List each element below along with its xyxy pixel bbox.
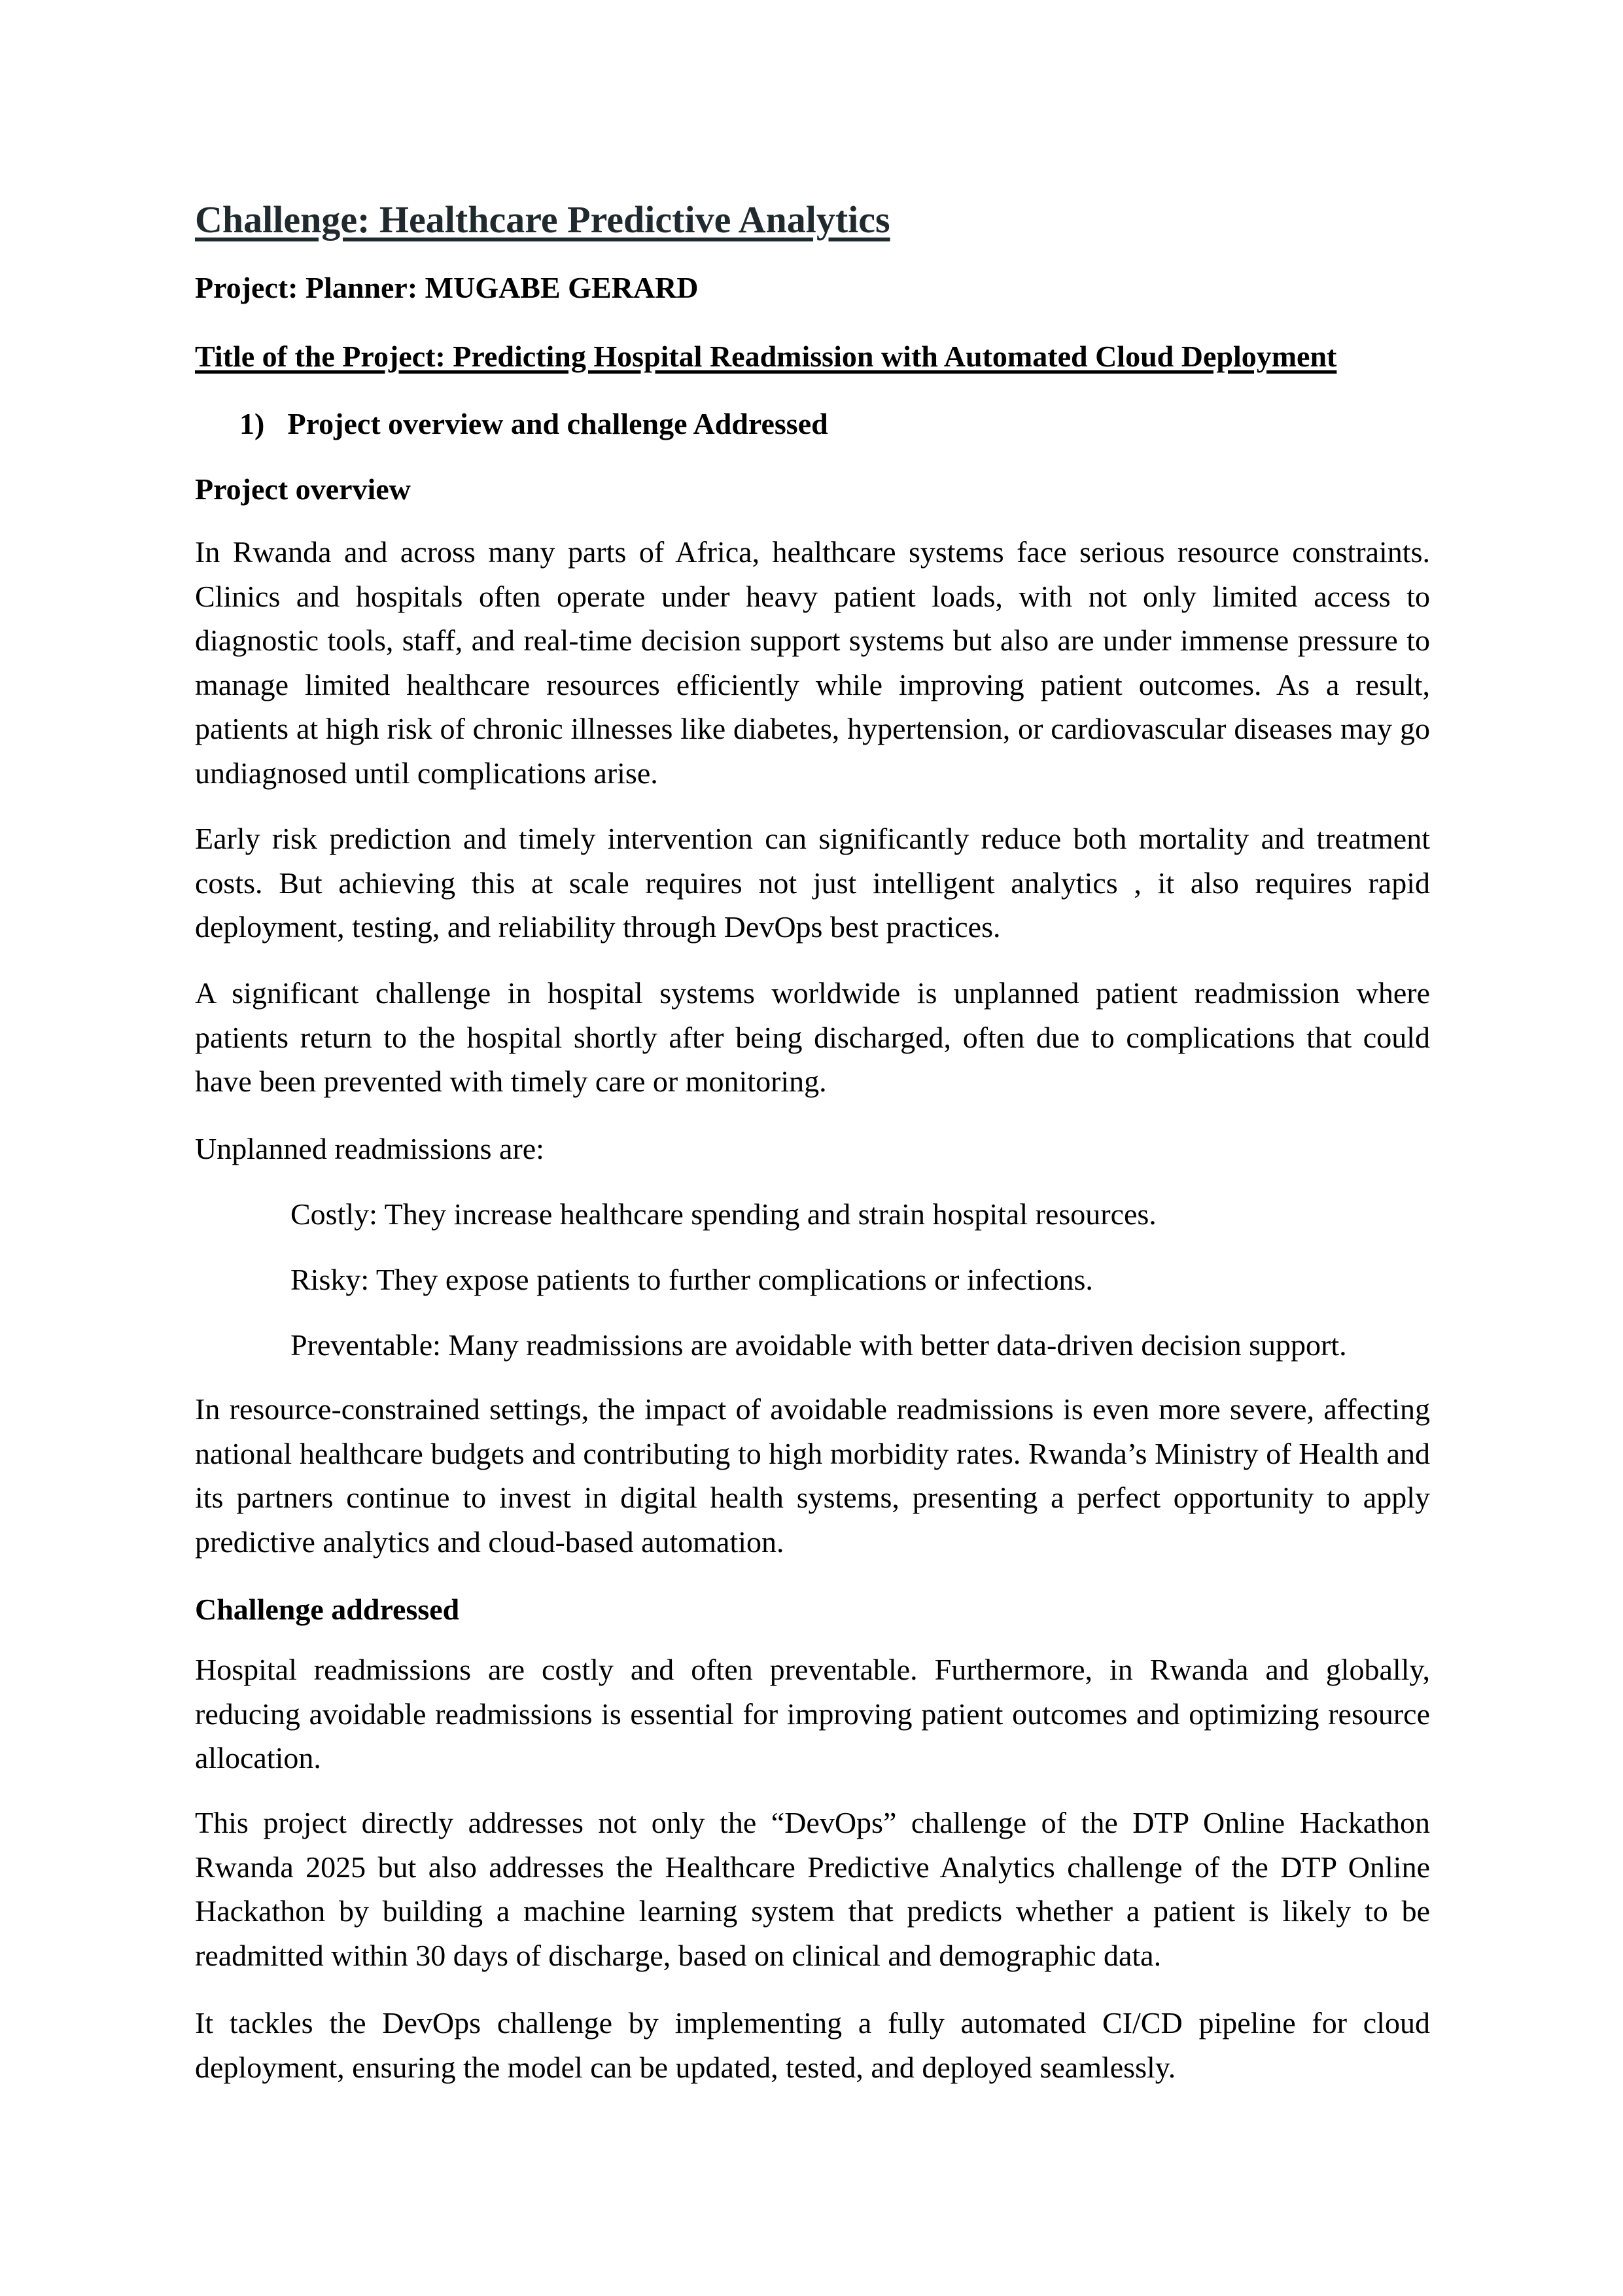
list-intro: Unplanned readmissions are: (195, 1132, 544, 1165)
challenge-paragraph-3: It tackles the DevOps challenge by implementing a fully automated CI/CD pipeline for cloud deployment, ensuring the model can be updated, tested, and deployed seamlessly. (195, 2006, 1430, 2084)
overview-paragraph-1: In Rwanda and across many parts of Africa, healthcare systems face serious resource constraints. Clinics and hospitals often operate under heavy patient loads, with not only limited access to diagnostic tools, staff, and real-time decision support systems but also are under immense pressure to manage limited healthcare resources efficiently while improving patient outcomes. As a result, patients at high risk of chronic illnesses like diabetes, hypertension, or cardiovascular diseases may go undiagnosed until complications arise. (195, 535, 1430, 790)
project-title: Title of the Project: Predicting Hospital Readmission with Automated Cloud Deployment (195, 340, 1337, 373)
section-label: Project overview and challenge Addressed (287, 407, 828, 440)
overview-paragraph-3: A significant challenge in hospital systems worldwide is unplanned patient readmission where patients return to the hospital shortly after being discharged, often due to complications that could have been prevented with timely care or monitoring. (195, 976, 1430, 1098)
overview-heading: Project overview (195, 472, 411, 506)
challenge-paragraph-2: This project directly addresses not only the “DevOps” challenge of the DTP Online Hackathon Rwanda 2025 but also addresses the Healthcare Predictive Analytics challenge of the DTP Online Hackathon by building a machine learning system that predicts whether a patient is likely to be readmitted within 30 days of discharge, based on clinical and demographic data. (195, 1806, 1430, 1972)
overview-closing-paragraph: In resource-constrained settings, the impact of avoidable readmissions is even more severe, affecting national healthcare budgets and contributing to high morbidity rates. Rwanda’s Ministry of Health and its partners continue to invest in digital health systems, presenting a perfect opportunity to apply predictive analytics and cloud-based automation. (195, 1392, 1430, 1559)
section-heading-1 (239, 404, 828, 444)
list-item-costly: Costly: They increase healthcare spending and strain hospital resources. (290, 1197, 1157, 1231)
challenge-paragraph-1: Hospital readmissions are costly and often preventable. Furthermore, in Rwanda and globally, reducing avoidable readmissions is essential for improving patient outcomes and optimizing resource allocation. (195, 1653, 1430, 1775)
document-title: Challenge: Healthcare Predictive Analytics (195, 198, 890, 241)
challenge-heading: Challenge addressed (195, 1593, 460, 1626)
overview-paragraph-2: Early risk prediction and timely intervention can significantly reduce both mortality and treatment costs. But achieving this at scale requires not just intelligent analytics , it also requires rapid deployment, testing, and reliability through DevOps best practices. (195, 822, 1430, 944)
section-number: 1) (239, 407, 265, 440)
list-item-preventable: Preventable: Many readmissions are avoidable with better data-driven decision support. (290, 1328, 1347, 1362)
list-item-risky: Risky: They expose patients to further complications or infections. (290, 1263, 1093, 1296)
project-planner: Project: Planner: MUGABE GERARD (195, 271, 699, 304)
